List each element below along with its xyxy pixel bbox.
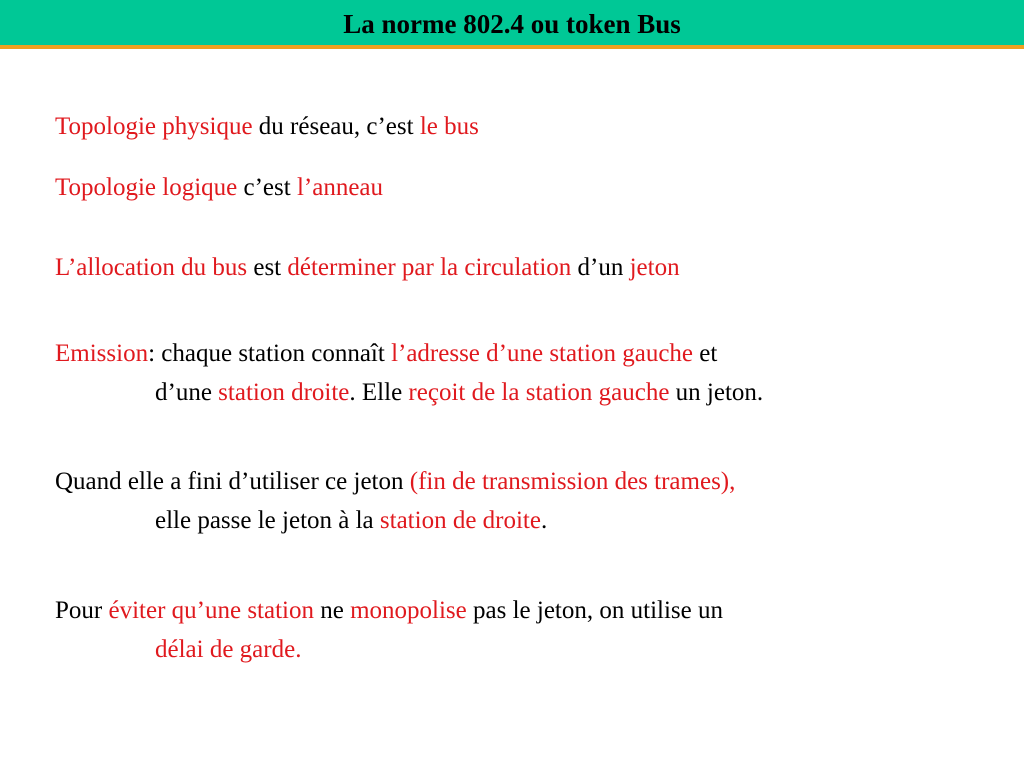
paragraph-continuation [55, 501, 1005, 540]
term-ring: l’anneau [296, 174, 384, 201]
text: pas le jeton, on utilise un [466, 597, 723, 624]
slide-title: La norme 802.4 ou token Bus [343, 9, 681, 39]
paragraph-guard-delay [55, 591, 1005, 669]
text: un jeton. [669, 379, 764, 406]
paragraph-continuation [55, 630, 1005, 669]
paragraph-continuation [55, 373, 1005, 412]
text: Pour [55, 597, 109, 624]
text: . Elle [349, 379, 409, 406]
term-monopolise: monopolise [350, 597, 467, 624]
paragraph-emission [55, 334, 1005, 412]
paragraph-end-of-use [55, 462, 1005, 540]
paragraph-physical-topology [55, 107, 1005, 146]
term-circulation: déterminer par la circulation [287, 254, 572, 281]
paragraph-logical-topology [55, 168, 1005, 207]
paragraph-bus-allocation [55, 248, 1005, 287]
term-emission: Emission [55, 340, 149, 367]
text: : chaque station connaît [148, 340, 392, 367]
term-avoid-station: éviter qu’une station [108, 597, 314, 624]
text: du réseau, c’est [252, 113, 420, 140]
term-end-of-transmission: (fin de transmission des trames), [409, 468, 736, 495]
text: est [247, 254, 288, 281]
term-right-station: station droite [218, 379, 350, 406]
term-token: jeton [629, 254, 680, 281]
term-logical-topology: Topologie logique [55, 174, 238, 201]
term-bus-allocation: L’allocation du bus [55, 254, 248, 281]
text: . [540, 507, 548, 534]
text: d’un [571, 254, 630, 281]
text: c’est [237, 174, 297, 201]
term-right-station: station de droite [379, 507, 541, 534]
text: Quand elle a fini d’utiliser ce jeton [55, 468, 410, 495]
term-left-station-address: l’adresse d’une station gauche [391, 340, 694, 367]
term-bus: le bus [419, 113, 479, 140]
term-guard-delay: délai de garde. [155, 636, 302, 663]
text: ne [313, 597, 351, 624]
text: et [693, 340, 718, 367]
text: elle passe le jeton à la [155, 507, 380, 534]
term-physical-topology: Topologie physique [55, 113, 253, 140]
term-receives-from-left: reçoit de la station gauche [408, 379, 670, 406]
title-bar [0, 0, 1024, 49]
text: d’une [155, 379, 219, 406]
